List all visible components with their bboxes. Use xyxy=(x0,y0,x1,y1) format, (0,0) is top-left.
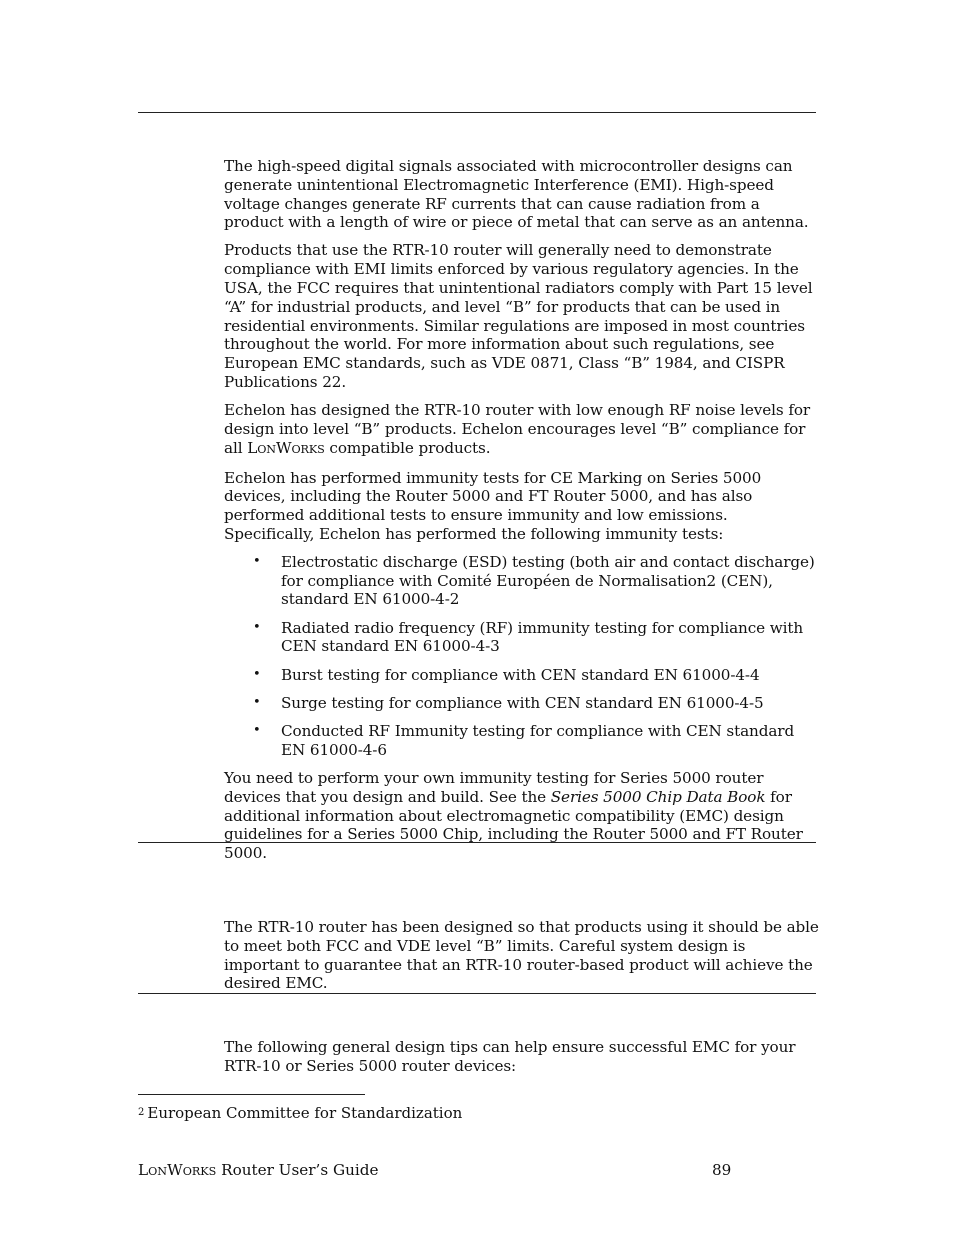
footer-title-text: Router User’s Guide xyxy=(216,1161,379,1179)
brand-lonworks xyxy=(247,439,325,457)
paragraph-emi-intro: The high-speed digital signals associated with microcontroller designs can generate unintentional Electromagnetic Interference (EMI). High-speed voltage changes generate RF currents that can cause radiation from a product with a length of wire or piece of metal that can serve as an antenna. xyxy=(224,157,809,232)
section-rule-middle xyxy=(138,842,816,843)
brand-letter: W xyxy=(167,1161,183,1179)
list-item-text: Electrostatic discharge (ESD) testing (both air and contact discharge) for compliance with Comité Européen de Normalisation2 (CEN), standard EN 61000-4-2 xyxy=(281,552,815,609)
footer-document-title xyxy=(138,1161,378,1181)
list-item xyxy=(224,553,819,609)
section-rtr10-body xyxy=(224,918,819,1002)
section-design-tips-body xyxy=(224,1038,819,1085)
text-run: compatible products. xyxy=(324,438,491,457)
section-rule-top xyxy=(138,112,816,113)
book-title: Series 5000 Chip Data Book xyxy=(550,787,766,806)
bullet-icon: • xyxy=(253,723,261,739)
paragraph-design-tips: The following general design tips can help ensure successful EMC for your RTR-10 or Series 5000 router devices: xyxy=(224,1038,796,1075)
text-run: Echelon has designed the RTR-10 router with low enough RF noise levels for design into level “B” products. Echelon encourages level “B” compliance for all xyxy=(224,400,811,457)
page-number: 89 xyxy=(712,1161,732,1179)
list-item-text: Burst testing for compliance with CEN standard EN 61000-4-4 xyxy=(281,665,760,684)
bullet-icon: • xyxy=(253,553,261,569)
footnote-separator xyxy=(138,1094,365,1095)
paragraph-emi-compliance: Products that use the RTR-10 router will generally need to demonstrate compliance with EMI limits enforced by various regulatory agencies. In the USA, the FCC requires that unintentional radiators comply with Part 15 level “A” for industrial products, and level “B” for products that can be used in residential environments. Similar regulations are imposed in most countries throughout the world. For more information about such regulations, see European EMC standards, such as VDE 0871, Class “B” 1984, and CISPR Publications 22. xyxy=(224,241,813,391)
footnote-marker: 2 xyxy=(138,1107,145,1118)
paragraph-rtr10-design: The RTR-10 router has been designed so that products using it should be able to meet both FCC and VDE level “B” limits. Careful system design is important to guarantee that an RTR-10 router-based product will achieve the desired EMC. xyxy=(224,918,819,993)
text-run: You need to perform your own immunity testing for Series 5000 router devices that you design and build. See the xyxy=(224,769,764,806)
bullet-icon: • xyxy=(253,666,261,682)
footnote xyxy=(138,1104,462,1122)
paragraph-echelon-design xyxy=(224,401,819,459)
brand-letter: L xyxy=(138,1161,149,1179)
list-item xyxy=(224,666,819,685)
brand-smallcaps: ORKS xyxy=(291,442,325,456)
brand-letter: L xyxy=(247,438,258,457)
section-emi-body xyxy=(224,157,819,872)
brand-letter: W xyxy=(275,438,292,457)
immunity-test-list xyxy=(224,553,819,760)
paragraph-immunity-tests: Echelon has performed immunity tests for CE Marking on Series 5000 devices, including the Router 5000 and FT Router 5000, and has also performed additional tests to ensure immunity and low emissions. Specifically, Echelon has performed the following immunity tests: xyxy=(224,468,762,543)
text-run: for additional information about electromagnetic compatibility (EMC) design guidelines for a Series 5000 Chip, including the Router 5000 and FT Router 5000. xyxy=(224,787,803,863)
list-item-text: Conducted RF Immunity testing for compliance with CEN standard EN 61000-4-6 xyxy=(281,722,795,759)
bullet-icon: • xyxy=(253,619,261,635)
list-item xyxy=(224,694,819,713)
paragraph-own-testing xyxy=(224,769,819,863)
section-rule-lower xyxy=(138,993,816,994)
list-item-text: Radiated radio frequency (RF) immunity testing for compliance with CEN standard EN 61000-4-3 xyxy=(281,618,804,656)
list-item xyxy=(224,722,819,760)
list-item xyxy=(224,619,819,657)
brand-smallcaps: ON xyxy=(257,442,276,456)
brand-smallcaps: ORKS xyxy=(182,1165,217,1178)
bullet-icon: • xyxy=(253,694,261,710)
list-item-text: Surge testing for compliance with CEN standard EN 61000-4-5 xyxy=(281,693,764,712)
brand-smallcaps: ON xyxy=(148,1165,168,1178)
footnote-text: European Committee for Standardization xyxy=(147,1104,463,1122)
